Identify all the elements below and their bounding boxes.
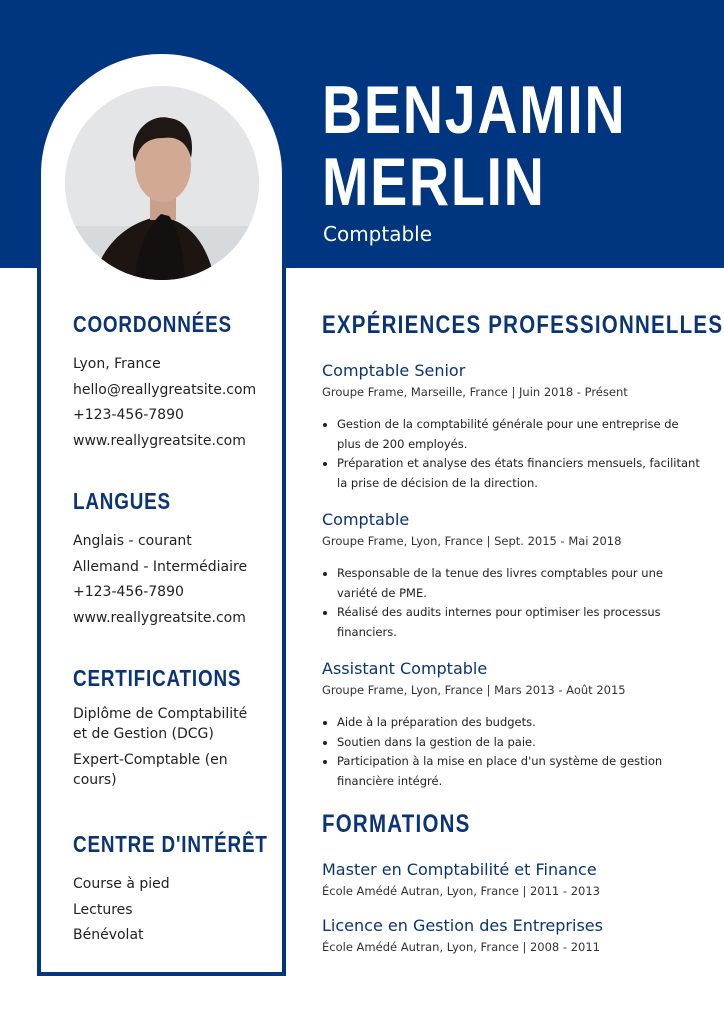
education-entry-meta: École Amédé Autran, Lyon, France | 2008 - 2011 xyxy=(322,940,600,954)
contact-email[interactable]: hello@reallygreatsite.com xyxy=(73,381,257,398)
job-entry-meta: Groupe Frame, Lyon, France | Mars 2013 - Août 2015 xyxy=(322,683,626,697)
language-item: +123-456-7890 xyxy=(73,584,184,600)
contact-heading: COORDONNÉES xyxy=(73,311,232,337)
job-entry-title: Assistant Comptable xyxy=(322,659,488,678)
job-title: Comptable xyxy=(323,222,433,246)
certification-item: Diplôme de Comptabilité et de Gestion (DCG) xyxy=(73,706,248,742)
experience-section xyxy=(322,311,724,340)
education-heading: FORMATIONS xyxy=(322,810,471,838)
languages-heading: LANGUES xyxy=(73,488,171,514)
education-section xyxy=(322,810,702,839)
contact-phone: +123-456-7890 xyxy=(73,407,184,423)
job-entry-meta: Groupe Frame, Lyon, France | Sept. 2015 - Mai 2018 xyxy=(322,534,622,548)
job-bullet: • Responsable de la tenue des livres comptables pour une variété de PME. xyxy=(337,564,702,603)
job-bullet: • Préparation et analyse des états financiers mensuels, facilitant la prise de décision de la direction. xyxy=(337,454,702,493)
language-item: Anglais - courant xyxy=(73,533,192,549)
contact-section xyxy=(73,311,273,454)
contact-website[interactable]: www.reallygreatsite.com xyxy=(73,432,246,449)
language-item[interactable]: www.reallygreatsite.com xyxy=(73,609,246,626)
interest-item: Course à pied xyxy=(73,876,170,892)
certification-item: Expert-Comptable (en cours) xyxy=(73,752,228,788)
job-entry xyxy=(322,510,702,642)
language-item: Allemand - Intermédiaire xyxy=(73,558,248,575)
job-bullet: • Aide à la préparation des budgets. xyxy=(337,713,702,733)
interests-heading: CENTRE D'INTÉRÊT xyxy=(73,831,268,857)
education-entry-title: Master en Comptabilité et Finance xyxy=(322,860,597,879)
experience-heading: EXPÉRIENCES PROFESSIONNELLES xyxy=(322,311,724,339)
interests-section xyxy=(73,831,273,949)
job-entry xyxy=(322,659,702,791)
job-bullet: • Gestion de la comptabilité générale pour une entreprise de plus de 200 employés. xyxy=(337,415,702,454)
job-entry-title: Comptable Senior xyxy=(322,361,466,380)
job-entry-title: Comptable xyxy=(322,510,410,529)
first-name: BENJAMIN xyxy=(322,72,627,148)
profile-photo xyxy=(65,86,259,280)
certifications-section xyxy=(73,665,273,796)
interest-item: Lectures xyxy=(73,901,133,918)
job-bullet: • Soutien dans la gestion de la paie. xyxy=(337,733,702,753)
job-entry-meta: Groupe Frame, Marseille, France | Juin 2018 - Présent xyxy=(322,385,628,399)
full-name xyxy=(322,74,626,218)
education-entry-meta: École Amédé Autran, Lyon, France | 2011 - 2013 xyxy=(322,884,600,898)
job-bullet: • Participation à la mise en place d'un système de gestion financière intégré. xyxy=(337,752,702,791)
contact-location: Lyon, France xyxy=(73,356,161,372)
education-entry xyxy=(322,916,702,954)
job-bullet: • Réalisé des audits internes pour optimiser les processus financiers. xyxy=(337,603,702,642)
certifications-heading: CERTIFICATIONS xyxy=(73,665,242,691)
person-portrait-icon xyxy=(65,86,259,280)
education-entry xyxy=(322,860,702,898)
interest-item: Bénévolat xyxy=(73,927,144,943)
languages-section xyxy=(73,488,273,631)
job-entry xyxy=(322,361,702,493)
education-entry-title: Licence en Gestion des Entreprises xyxy=(322,916,603,935)
last-name: MERLIN xyxy=(322,144,546,220)
